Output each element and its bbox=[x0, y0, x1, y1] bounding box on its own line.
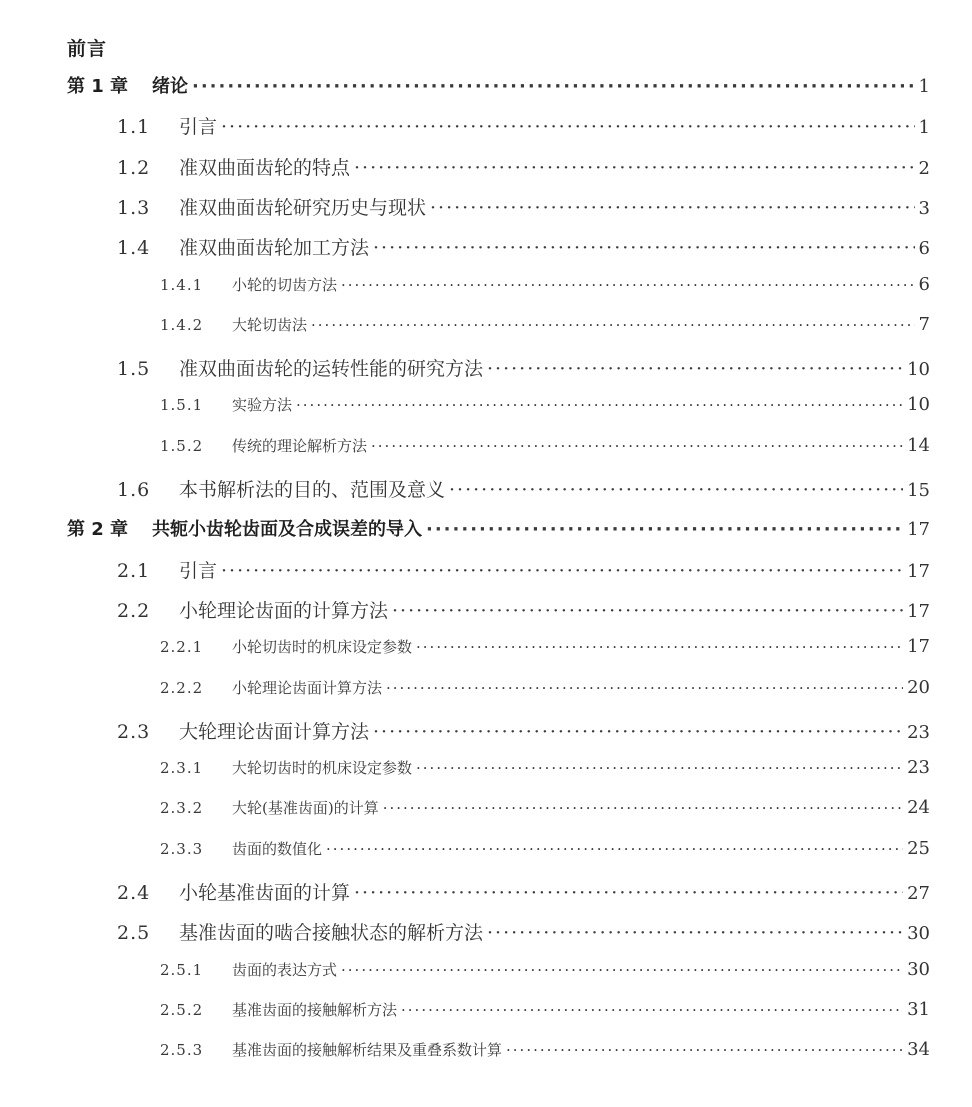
toc-entry-section bbox=[117, 878, 930, 905]
dot-leader bbox=[401, 1001, 903, 1019]
toc-entry-subsection bbox=[160, 999, 930, 1020]
toc-entry-number: 1.4 bbox=[117, 237, 151, 260]
toc-entry-title: 小轮理论齿面计算方法 bbox=[232, 678, 383, 697]
dot-leader bbox=[192, 76, 915, 97]
toc-entry-page-number: 10 bbox=[907, 359, 930, 381]
toc-entry-number: 第 2 章 bbox=[67, 519, 129, 541]
toc-entry-title: 大轮(基准齿面)的计算 bbox=[232, 799, 379, 818]
toc-entry-subsection bbox=[160, 959, 930, 980]
toc-entry-section bbox=[117, 354, 930, 381]
toc-entry-page-number: 20 bbox=[907, 676, 930, 698]
toc-entry-number: 第 1 章 bbox=[67, 76, 129, 97]
dot-leader bbox=[506, 1041, 903, 1059]
toc-entry-number: 2.5.2 bbox=[160, 1000, 204, 1019]
dot-leader bbox=[341, 276, 915, 294]
toc-entry-section bbox=[117, 596, 930, 623]
toc-entry-page-number: 14 bbox=[907, 434, 930, 456]
toc-entry-page-number: 27 bbox=[907, 883, 930, 904]
toc-entry-title: 本书解析法的目的、范围及意义 bbox=[179, 479, 446, 501]
toc-entry-subsection bbox=[160, 636, 930, 657]
dot-leader bbox=[416, 759, 903, 777]
dot-leader bbox=[221, 560, 903, 582]
toc-entry-section bbox=[117, 193, 930, 220]
toc-entry-number: 1.4.1 bbox=[160, 275, 204, 294]
toc-entry-subsection bbox=[160, 314, 930, 335]
toc-entry-number: 1.1 bbox=[117, 116, 151, 139]
dot-leader bbox=[386, 679, 903, 697]
toc-entry-page-number: 10 bbox=[907, 394, 930, 416]
toc-entry-title: 引言 bbox=[179, 116, 218, 139]
toc-entry-section bbox=[117, 717, 930, 744]
toc-entry-subsection bbox=[160, 435, 930, 456]
toc-entry-number: 1.5 bbox=[117, 358, 151, 381]
toc-entry-page-number: 23 bbox=[907, 721, 930, 743]
toc-entry-page-number: 15 bbox=[907, 480, 930, 501]
toc-entry-number: 1.6 bbox=[117, 479, 151, 501]
toc-entry-page-number: 31 bbox=[907, 998, 930, 1020]
toc-entry-page-number: 3 bbox=[918, 197, 930, 219]
toc-entry-number: 2.4 bbox=[117, 882, 151, 904]
toc-entry-page-number: 30 bbox=[907, 958, 930, 980]
toc-entry-page-number: 1 bbox=[918, 76, 930, 97]
toc-entry-page-number: 23 bbox=[907, 757, 930, 779]
toc-entry-page-number: 6 bbox=[918, 273, 930, 295]
toc-entry-subsection bbox=[160, 1039, 930, 1060]
dot-leader bbox=[371, 437, 903, 455]
toc-entry-page-number: 17 bbox=[907, 636, 930, 658]
toc-entry-number: 1.2 bbox=[117, 156, 151, 179]
toc-entry-page-number: 24 bbox=[907, 797, 930, 819]
toc-entry-title: 小轮切齿时的机床设定参数 bbox=[232, 638, 413, 657]
preface-heading: 前言 bbox=[67, 38, 108, 60]
toc-entry-section bbox=[117, 233, 930, 260]
toc-entry-number: 2.3.2 bbox=[160, 799, 204, 818]
toc-entry-title: 共轭小齿轮齿面及合成误差的导入 bbox=[152, 519, 422, 541]
toc-entry-title: 引言 bbox=[179, 559, 218, 582]
toc-entry-section bbox=[117, 475, 930, 502]
toc-entry-subsection bbox=[160, 274, 930, 295]
toc-entry-page-number: 1 bbox=[918, 117, 930, 139]
toc-entry-chapter bbox=[67, 72, 930, 98]
toc-entry-title: 小轮理论齿面的计算方法 bbox=[179, 599, 389, 622]
dot-leader bbox=[373, 721, 903, 743]
toc-entry-number: 2.3 bbox=[117, 720, 151, 743]
toc-entry-page-number: 34 bbox=[907, 1039, 930, 1061]
dot-leader bbox=[221, 116, 915, 138]
dot-leader bbox=[416, 638, 903, 656]
toc-entry-title: 基准齿面的接触解析结果及重叠系数计算 bbox=[232, 1041, 503, 1060]
toc-entry-number: 1.3 bbox=[117, 196, 151, 219]
toc-entry-page-number: 2 bbox=[918, 157, 930, 179]
toc-entry-number: 2.2 bbox=[117, 599, 151, 622]
toc-entry-section bbox=[117, 556, 930, 583]
toc-entry-subsection bbox=[160, 757, 930, 778]
dot-leader bbox=[392, 600, 903, 622]
toc-entry-number: 2.5.1 bbox=[160, 960, 204, 979]
toc-entry-page-number: 17 bbox=[907, 600, 930, 622]
toc-entry-number: 2.3.1 bbox=[160, 759, 204, 778]
toc-entry-title: 实验方法 bbox=[232, 396, 293, 415]
dot-leader bbox=[354, 882, 903, 904]
toc-entry-subsection bbox=[160, 797, 930, 818]
toc-entry-section bbox=[117, 918, 930, 945]
toc-entry-page-number: 17 bbox=[907, 560, 930, 582]
toc-entry-page-number: 30 bbox=[907, 923, 930, 945]
toc-entry-page-number: 6 bbox=[918, 238, 930, 260]
toc-entry-title: 齿面的表达方式 bbox=[232, 960, 338, 979]
dot-leader bbox=[487, 358, 903, 380]
dot-leader bbox=[354, 157, 915, 179]
toc-entry-title: 基准齿面的接触解析方法 bbox=[232, 1000, 398, 1019]
toc-entry-number: 2.5 bbox=[117, 922, 151, 945]
toc-entry-number: 1.4.2 bbox=[160, 315, 204, 334]
toc-entry-title: 准双曲面齿轮加工方法 bbox=[179, 237, 370, 260]
dot-leader bbox=[373, 237, 915, 259]
toc-entry-page-number: 17 bbox=[907, 519, 930, 541]
toc-entry-title: 传统的理论解析方法 bbox=[232, 436, 368, 455]
toc-entry-title: 绪论 bbox=[152, 76, 188, 97]
toc-entry-subsection bbox=[160, 838, 930, 859]
toc-entry-section bbox=[117, 112, 930, 139]
toc-entry-title: 基准齿面的啮合接触状态的解析方法 bbox=[179, 922, 484, 945]
toc-entry-page-number: 25 bbox=[907, 837, 930, 859]
toc-entry-subsection bbox=[160, 677, 930, 698]
toc-entry-number: 2.2.1 bbox=[160, 638, 204, 657]
toc-entry-title: 小轮基准齿面的计算 bbox=[179, 882, 351, 904]
toc-entry-number: 1.5.1 bbox=[160, 396, 204, 415]
dot-leader bbox=[449, 479, 903, 501]
dot-leader bbox=[311, 316, 915, 334]
dot-leader bbox=[326, 840, 903, 858]
toc-entry-number: 2.2.2 bbox=[160, 678, 204, 697]
toc-entry-number: 2.1 bbox=[117, 559, 151, 582]
toc-entry-subsection bbox=[160, 394, 930, 415]
toc-entry-number: 1.5.2 bbox=[160, 436, 204, 455]
toc-entry-title: 准双曲面齿轮的特点 bbox=[179, 156, 351, 179]
toc-entry-number: 2.5.3 bbox=[160, 1041, 204, 1060]
dot-leader bbox=[296, 396, 903, 414]
toc-entry-page-number: 7 bbox=[918, 313, 930, 335]
toc-entry-section bbox=[117, 153, 930, 180]
dot-leader bbox=[383, 799, 903, 817]
dot-leader bbox=[430, 197, 915, 219]
toc-entry-number: 2.3.3 bbox=[160, 839, 204, 858]
toc-entry-title: 准双曲面齿轮的运转性能的研究方法 bbox=[179, 358, 484, 381]
toc-entry-title: 大轮理论齿面计算方法 bbox=[179, 720, 370, 743]
toc-entry-title: 大轮切齿法 bbox=[232, 315, 308, 334]
dot-leader bbox=[426, 519, 903, 540]
toc-entry-chapter bbox=[67, 515, 930, 541]
toc-entry-title: 齿面的数值化 bbox=[232, 839, 323, 858]
dot-leader bbox=[487, 922, 903, 944]
dot-leader bbox=[341, 961, 903, 979]
toc-entry-title: 准双曲面齿轮研究历史与现状 bbox=[179, 196, 427, 219]
toc-entry-title: 小轮的切齿方法 bbox=[232, 275, 338, 294]
toc-entry-title: 大轮切齿时的机床设定参数 bbox=[232, 759, 413, 778]
